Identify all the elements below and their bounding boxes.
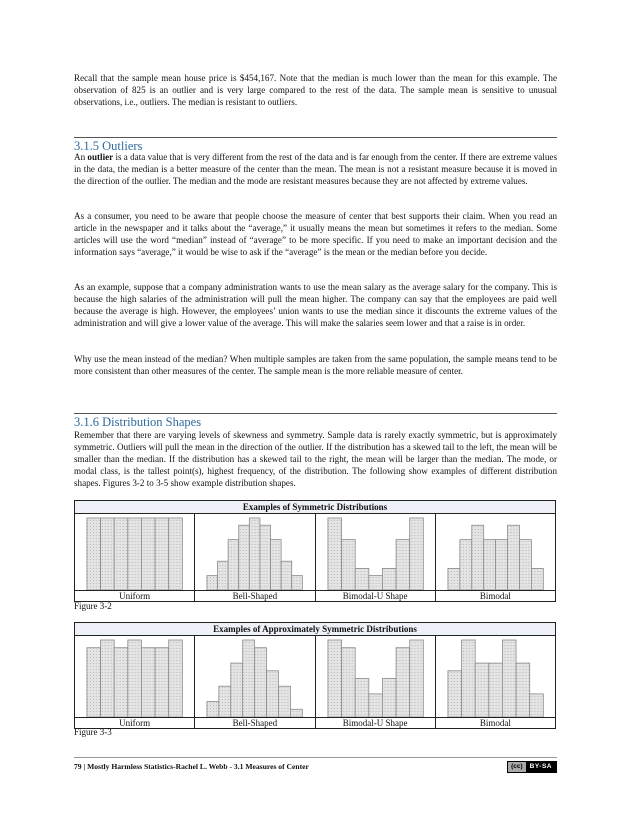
histogram-bar xyxy=(291,709,303,717)
histogram-bar xyxy=(271,540,282,590)
histogram-bar xyxy=(461,640,475,717)
histogram-bar xyxy=(483,540,495,590)
histogram-bar xyxy=(409,640,423,717)
histogram-bar xyxy=(396,540,410,590)
histogram-chart xyxy=(436,514,555,590)
figure-3-2-table xyxy=(74,500,556,602)
histogram-label: Bimodal-U Shape xyxy=(316,590,435,601)
histogram-bar xyxy=(355,679,369,718)
outliers-paragraph-4: Why use the mean instead of the median? When multiple samples are taken from the same population, the sample means tend to be more consistent than other measures of the center. The sample mean is the more reliable measure of center. xyxy=(74,354,557,376)
page-footer xyxy=(74,757,557,771)
histogram-bar xyxy=(141,518,155,590)
histogram-bar xyxy=(279,686,291,717)
histogram-bar xyxy=(87,518,101,590)
histogram-bar xyxy=(448,568,460,590)
histogram-panel xyxy=(436,514,555,601)
histogram-bar xyxy=(368,694,382,717)
histogram-chart xyxy=(316,514,435,590)
histogram-label: Bell-Shaped xyxy=(195,590,314,601)
histogram-bar xyxy=(114,518,128,590)
histogram-label: Bimodal-U Shape xyxy=(316,717,435,728)
histogram-bar xyxy=(519,540,531,590)
histogram-chart xyxy=(75,636,194,717)
histogram-bar xyxy=(489,663,503,717)
histogram-panel xyxy=(75,514,195,601)
histogram-bar xyxy=(155,648,169,717)
histogram-bar xyxy=(101,640,115,717)
histogram-bar xyxy=(531,568,543,590)
histogram-bar xyxy=(281,561,292,590)
outlier-term: outlier xyxy=(87,152,114,162)
histogram-bar xyxy=(460,540,472,590)
histogram-bar xyxy=(409,518,423,590)
histogram-bar xyxy=(292,576,303,590)
histogram-bar xyxy=(207,576,218,590)
figure-3-3-title: Examples of Approximately Symmetric Distributions xyxy=(75,623,555,636)
histogram-bar xyxy=(502,640,516,717)
histogram-chart xyxy=(436,636,555,717)
histogram-chart xyxy=(195,514,314,590)
histogram-chart xyxy=(195,636,314,717)
figure-3-2-title: Examples of Symmetric Distributions xyxy=(75,501,555,514)
histogram-bar xyxy=(529,694,543,717)
histogram-bar xyxy=(250,518,261,590)
cc-license-badge xyxy=(507,761,557,773)
histogram-label: Bimodal xyxy=(436,717,555,728)
histogram-bar xyxy=(101,518,115,590)
histogram-bar xyxy=(255,648,267,717)
histogram-label: Uniform xyxy=(75,717,194,728)
histogram-panel xyxy=(75,636,195,728)
figure-3-3-caption: Figure 3-3 xyxy=(74,727,112,737)
histogram-bar xyxy=(267,671,279,717)
histogram-chart xyxy=(75,514,194,590)
histogram-bar xyxy=(327,518,341,590)
histogram-panel xyxy=(195,514,315,601)
histogram-bar xyxy=(114,648,128,717)
histogram-bar xyxy=(382,568,396,590)
histogram-bar xyxy=(368,576,382,590)
figure-3-3-table xyxy=(74,622,556,729)
histogram-bar xyxy=(260,525,271,590)
histogram-bar xyxy=(128,640,142,717)
histogram-bar xyxy=(141,648,155,717)
histogram-chart xyxy=(316,636,435,717)
histogram-label: Bell-Shaped xyxy=(195,717,314,728)
figure-3-2-caption: Figure 3-2 xyxy=(74,601,112,611)
histogram-bar xyxy=(516,663,530,717)
histogram-bar xyxy=(448,671,462,717)
histogram-bar xyxy=(243,640,255,717)
histogram-bar xyxy=(169,640,183,717)
histogram-bar xyxy=(207,702,219,717)
histogram-bar xyxy=(228,540,239,590)
histogram-bar xyxy=(218,561,229,590)
section-heading-distribution-shapes: 3.1.6 Distribution Shapes xyxy=(74,413,557,430)
histogram-bar xyxy=(355,568,369,590)
histogram-bar xyxy=(396,648,410,717)
histogram-bar xyxy=(475,663,489,717)
footer-text: 79 | Mostly Harmless Statistics-Rachel L. Webb - 3.1 Measures of Center xyxy=(74,762,309,771)
histogram-bar xyxy=(341,648,355,717)
outliers-paragraph-3: As an example, suppose that a company administration wants to use the mean salary as the average salary for the company. This is because the high salaries of the administration will pull the mean higher. The company can say that the employees are paid well because the average is high. However, the employees’ union wants to use the median since it discounts the extreme values of the administration and will give a lower value of the average. This will make the salaries seem lower and that a raise is in order. xyxy=(74,282,557,328)
cc-icon: (cc) xyxy=(508,762,526,772)
histogram-bar xyxy=(128,518,142,590)
histogram-bar xyxy=(472,525,484,590)
histogram-bar xyxy=(219,686,231,717)
histogram-panel xyxy=(316,636,436,728)
histogram-bar xyxy=(155,518,169,590)
intro-paragraph: Recall that the sample mean house price is $454,167. Note that the median is much lower than the mean for this example. The observation of 825 is an outlier and is very large compared to the rest of the data. The sample mean is sensitive to unusual observations, i.e., outliers. The median is resistant to outliers. xyxy=(74,73,557,107)
cc-license-label: BY-SA xyxy=(526,762,556,772)
histogram-bar xyxy=(495,540,507,590)
histogram-bar xyxy=(507,525,519,590)
histogram-bar xyxy=(382,679,396,718)
histogram-panel xyxy=(436,636,555,728)
shapes-paragraph: Remember that there are varying levels of skewness and symmetry. Sample data is rarely exactly symmetric, but is approximately symmetric. Outliers will pull the mean in the direction of the outlier. If the distribution has a skewed tail to the left, the mean will be smaller than the median. If the distribution has a skewed tail to the right, the mean will be larger than the median. The mode, or modal class, is the tallest point(s), highest frequency, of the distribution. The following show examples of different distribution shapes. Figures 3-2 to 3-5 show example distribution shapes. xyxy=(74,430,557,488)
histogram-bar xyxy=(239,525,250,590)
histogram-label: Uniform xyxy=(75,590,194,601)
histogram-label: Bimodal xyxy=(436,590,555,601)
outliers-paragraph-2: As a consumer, you need to be aware that people choose the measure of center that best supports their claim. When you read an article in the newspaper and it talks about the “average,” it usually means the mean but sometimes it refers to the median. Some articles will use the word “median” instead of “average” to be more specific. If you need to make an important decision and the information says “average,” it would be wise to ask if the “average” is the mean or the median before you decide. xyxy=(74,211,557,257)
outliers-paragraph-1: An outlier is a data value that is very different from the rest of the data and is far enough from the center. If there are extreme values in the data, the median is a better measure of the center than the mean. The mean is not a resistant measure because it is moved in the direction of the outlier. The median and the mode are resistant measures because they are not affected by extreme values. xyxy=(74,152,557,186)
histogram-bar xyxy=(341,540,355,590)
histogram-bar xyxy=(327,640,341,717)
histogram-bar xyxy=(87,648,101,717)
histogram-bar xyxy=(169,518,183,590)
section-heading-outliers: 3.1.5 Outliers xyxy=(74,137,557,154)
histogram-panel xyxy=(316,514,436,601)
histogram-panel xyxy=(195,636,315,728)
histogram-bar xyxy=(231,663,243,717)
